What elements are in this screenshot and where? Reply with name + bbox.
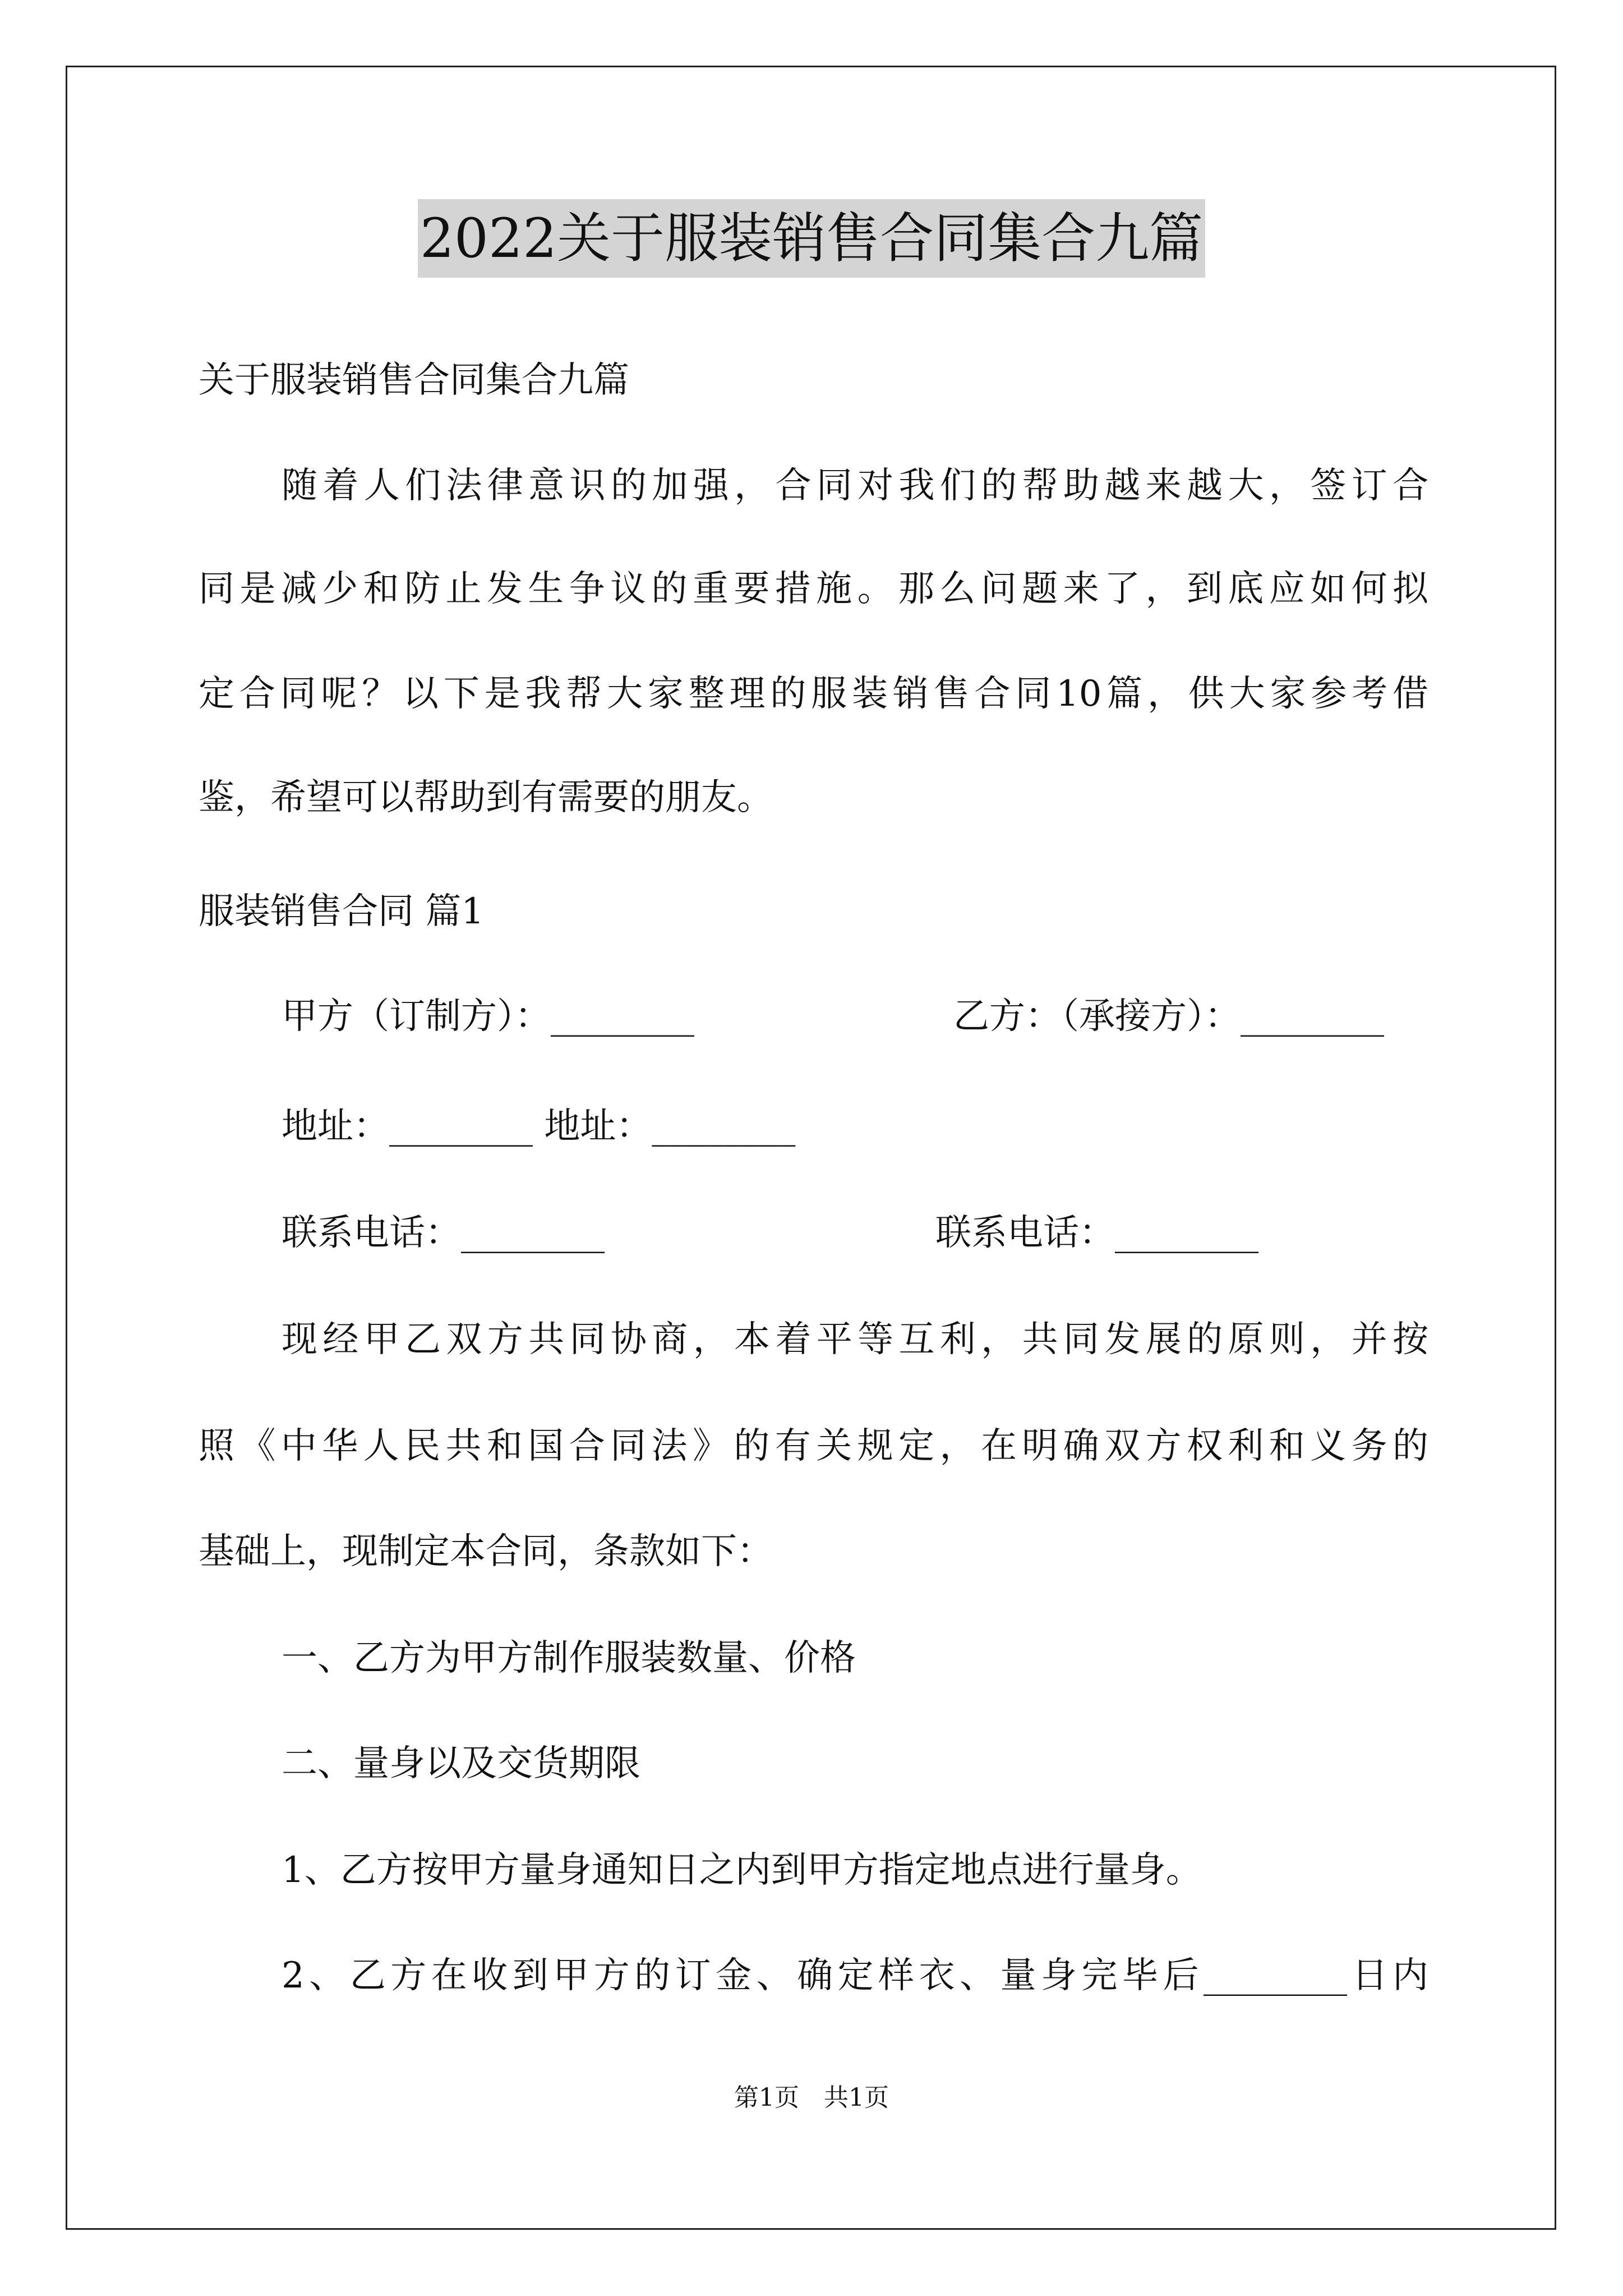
phone-b-field: 联系电话：________ [935,1212,1258,1254]
document-title-text: 2022关于服装销售合同集合九篇 [418,199,1205,278]
page-number: 第1页 [734,2083,799,2112]
body-line-1: 现经甲乙双方共同协商，本着平等互利，共同发展的原则，并按 [282,1319,1428,1360]
page-total: 共1页 [824,2083,889,2112]
clause-1: 一、乙方为甲方制作服装数量、价格 [282,1637,856,1679]
clause-2: 二、量身以及交货期限 [282,1743,640,1784]
document-subtitle: 关于服装销售合同集合九篇 [199,360,629,401]
body-line-3: 基础上，现制定本合同，条款如下： [199,1531,773,1572]
intro-line-1: 随着人们法律意识的加强，合同对我们的帮助越来越大，签订合 [282,465,1428,507]
body-line-2: 照《中华人民共和国合同法》的有关规定，在明确双方权利和义务的 [199,1425,1428,1467]
address-fields: 地址：________ 地址：________ [282,1106,796,1147]
phone-a-field: 联系电话：________ [282,1212,605,1254]
document-title [0,199,1623,278]
intro-line-3: 定合同呢？以下是我帮大家整理的服装销售合同10篇，供大家参考借 [199,673,1428,715]
section-heading: 服装销售合同 篇1 [199,891,485,932]
intro-line-4: 鉴，希望可以帮助到有需要的朋友。 [199,777,773,818]
clause-2-item-2: 2、乙方在收到甲方的订金、确定样衣、量身完毕后________日内 [282,1955,1428,1996]
clause-2-item-1: 1、乙方按甲方量身通知日之内到甲方指定地点进行量身。 [282,1849,1202,1891]
page-footer [0,2081,1623,2115]
party-b-field: 乙方：（承接方）：________ [953,996,1384,1037]
intro-line-2: 同是减少和防止发生争议的重要措施。那么问题来了，到底应如何拟 [199,568,1428,610]
party-a-field: 甲方（订制方）：________ [282,996,694,1037]
